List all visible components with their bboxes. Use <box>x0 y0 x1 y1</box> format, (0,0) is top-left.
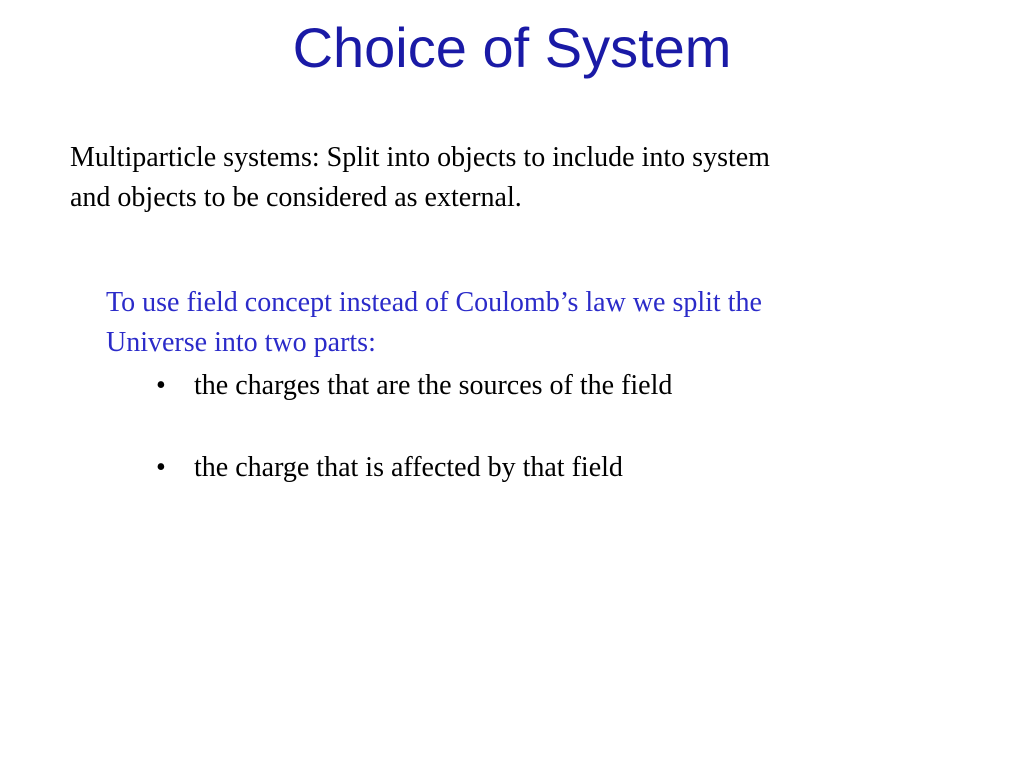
bullet-text: the charges that are the sources of the field <box>194 370 673 401</box>
list-item <box>156 448 672 488</box>
bullet-list <box>156 366 672 488</box>
field-concept-paragraph <box>106 283 966 363</box>
intro-line: Multiparticle systems: Split into objects to include into system <box>70 142 770 173</box>
intro-line: and objects to be considered as external. <box>70 182 522 213</box>
bullet-icon: • <box>156 370 166 401</box>
intro-paragraph <box>70 138 970 218</box>
bullet-text: the charge that is affected by that field <box>194 452 623 483</box>
bullet-icon: • <box>156 452 166 483</box>
slide-title: Choice of System <box>292 16 732 79</box>
concept-line: To use field concept instead of Coulomb’s law we split the <box>106 287 762 318</box>
concept-line: Universe into two parts: <box>106 327 376 358</box>
list-item <box>156 366 672 406</box>
